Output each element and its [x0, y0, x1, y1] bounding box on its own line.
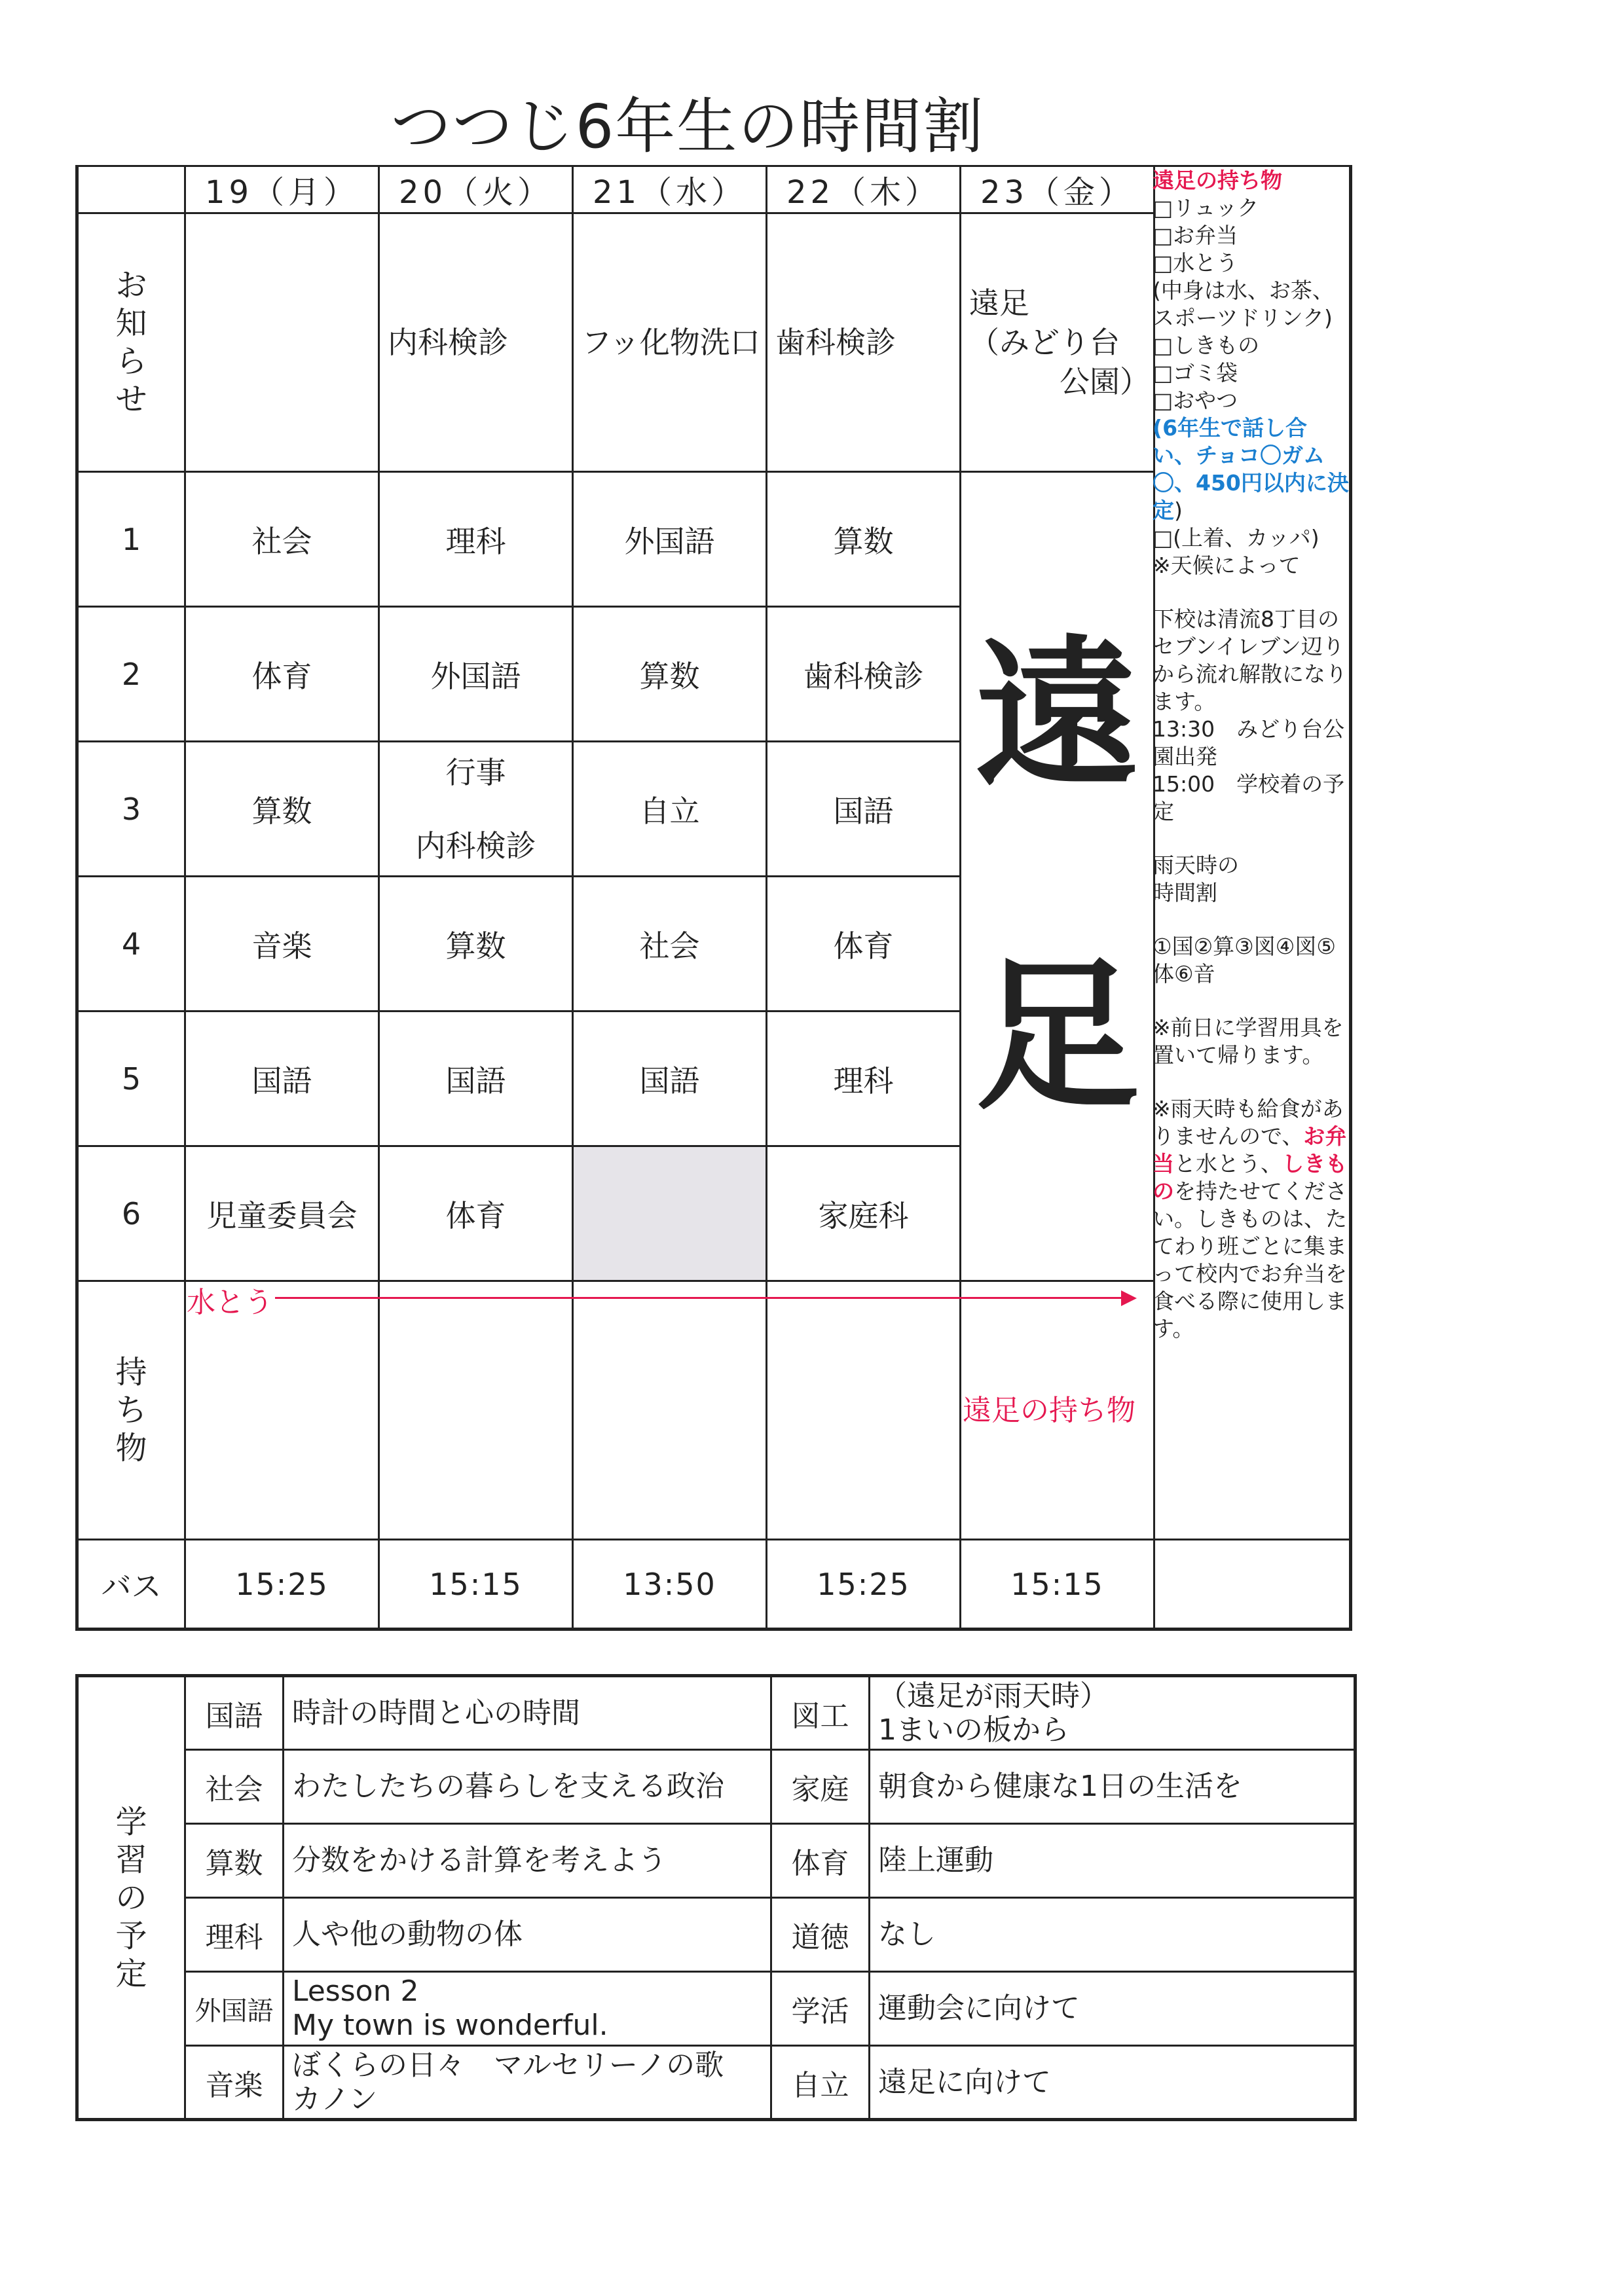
plan-subject: 社会	[185, 1750, 284, 1824]
notice-label: お知らせ	[115, 267, 147, 418]
bus-time: 15:25	[185, 1540, 379, 1630]
notice-mon	[185, 213, 379, 472]
plan-content: わたしたちの暮らしを支える政治	[284, 1750, 771, 1824]
class-cell: 算数	[573, 607, 767, 742]
belongings-label-cell	[77, 1281, 185, 1540]
memo-item: □しきもの	[1153, 333, 1260, 358]
notice-label-cell	[77, 213, 185, 472]
empty-class-cell	[573, 1146, 767, 1281]
belongings-cell	[379, 1281, 573, 1540]
friday-big-char-2: 足	[975, 941, 1139, 1132]
plan-content: 分数をかける計算を考えよう	[284, 1824, 771, 1898]
class-cell: 歯科検診	[767, 607, 961, 742]
notice-thu: 歯科検診	[767, 213, 961, 472]
plan-content: 陸上運動	[870, 1824, 1356, 1898]
notice-fri-cell	[961, 213, 1154, 472]
period-label: 6	[77, 1146, 185, 1281]
notice-tue: 内科検診	[379, 213, 573, 472]
page-title: つつじ6年生の時間割	[390, 92, 985, 162]
friday-big-char-1: 遠	[975, 620, 1139, 811]
excursion-memo	[1153, 167, 1349, 1343]
class-cell: 算数	[767, 472, 961, 607]
memo-rain-title: 雨天時の 時間割	[1153, 852, 1239, 905]
bus-time: 15:25	[767, 1540, 961, 1630]
day-header-fri: 23（金）	[961, 166, 1154, 213]
period-label: 4	[77, 877, 185, 1011]
memo-lunch-bento: お弁当	[1153, 1123, 1347, 1176]
class-cell: 国語	[573, 1011, 767, 1146]
class-cell: 国語	[379, 1011, 573, 1146]
plan-subject: 体育	[771, 1824, 870, 1898]
plan-row	[77, 1898, 1356, 1972]
memo-lunch-mid: と水とう、	[1174, 1151, 1282, 1176]
memo-item: □ゴミ袋	[1153, 360, 1238, 386]
plan-content: なし	[870, 1898, 1356, 1972]
plan-content: 遠足に向けて	[870, 2046, 1356, 2120]
belongings-arrow-line	[275, 1297, 1126, 1299]
plan-subject: 理科	[185, 1898, 284, 1972]
class-cell: 理科	[767, 1011, 961, 1146]
bus-row	[77, 1540, 1351, 1630]
class-cell: 外国語	[573, 472, 767, 607]
notice-fri: 遠足 （みどり台 公園）	[969, 285, 1150, 399]
day-header-thu: 22（木）	[767, 166, 961, 213]
class-cell: 算数	[379, 877, 573, 1011]
plan-row	[77, 2046, 1356, 2120]
memo-column-bottom	[1154, 1540, 1351, 1630]
plan-content: 時計の時間と心の時間	[284, 1676, 771, 1750]
plan-row	[77, 1824, 1356, 1898]
day-header-wed: 21（水）	[573, 166, 767, 213]
plan-label: 学習の予定	[115, 1803, 147, 1992]
class-cell: 体育	[379, 1146, 573, 1281]
plan-subject: 音楽	[185, 2046, 284, 2120]
plan-subject: 国語	[185, 1676, 284, 1750]
plan-row	[77, 1750, 1356, 1824]
friday-belongings: 遠足の持ち物	[963, 1394, 1135, 1427]
class-cell: 国語	[185, 1011, 379, 1146]
plan-content: ぼくらの日々 マルセリーノの歌 カノン	[284, 2046, 771, 2120]
memo-item: □おやつ	[1153, 388, 1238, 413]
period-label: 5	[77, 1011, 185, 1146]
memo-item: ※天候によって	[1153, 553, 1301, 578]
memo-lunch-mat: しきもの	[1153, 1151, 1347, 1204]
plan-content: 朝食から健康な1日の生活を	[870, 1750, 1356, 1824]
memo-item: □お弁当	[1153, 223, 1238, 248]
plan-subject: 道徳	[771, 1898, 870, 1972]
plan-label-cell	[77, 1676, 185, 2120]
class-cell: 外国語	[379, 607, 573, 742]
plan-subject: 家庭	[771, 1750, 870, 1824]
plan-subject: 外国語	[185, 1972, 284, 2046]
period-label: 1	[77, 472, 185, 607]
learning-plan-table	[75, 1674, 1357, 2121]
memo-item: (中身は水、お茶、スポーツドリンク)	[1153, 278, 1334, 331]
memo-lunch	[1153, 1095, 1349, 1343]
memo-item: □(上着、カッパ)	[1153, 525, 1320, 551]
bus-time: 13:50	[573, 1540, 767, 1630]
bus-label: バス	[77, 1540, 185, 1630]
plan-subject: 算数	[185, 1824, 284, 1898]
class-cell: 音楽	[185, 877, 379, 1011]
period-label: 3	[77, 742, 185, 877]
class-cell: 家庭科	[767, 1146, 961, 1281]
plan-content: Lesson 2 My town is wonderful.	[284, 1972, 771, 2046]
plan-content: 運動会に向けて	[870, 1972, 1356, 2046]
plan-subject: 学活	[771, 1972, 870, 2046]
plan-subject: 自立	[771, 2046, 870, 2120]
memo-snack-close: )	[1174, 498, 1183, 523]
class-cell: 理科	[379, 472, 573, 607]
class-cell: 児童委員会	[185, 1146, 379, 1281]
memo-snack-note	[1153, 414, 1349, 524]
plan-content: 人や他の動物の体	[284, 1898, 771, 1972]
memo-item: □水とう	[1153, 250, 1238, 276]
memo-rain-schedule: ①国②算③図④図⑤体⑥音	[1153, 934, 1336, 987]
class-cell: 体育	[185, 607, 379, 742]
plan-row	[77, 1676, 1356, 1750]
memo-item: □リュック	[1153, 195, 1259, 221]
class-cell: 社会	[573, 877, 767, 1011]
corner-cell	[77, 166, 185, 213]
plan-content: （遠足が雨天時） 1まいの板から	[870, 1676, 1356, 1750]
belongings-cell	[767, 1281, 961, 1540]
memo-lunch-pre: ※雨天時も給食がありませんので、	[1153, 1096, 1344, 1149]
memo-prep: ※前日に学習用具を置いて帰ります。	[1153, 1015, 1344, 1068]
class-cell: 自立	[573, 742, 767, 877]
class-cell: 行事 内科検診	[379, 742, 573, 877]
arrow-right-icon	[1121, 1290, 1137, 1306]
bus-time: 15:15	[379, 1540, 573, 1630]
belongings-label: 持ち物	[115, 1354, 147, 1467]
bus-time: 15:15	[961, 1540, 1154, 1630]
memo-dismissal: 下校は清流8丁目のセブンイレブン辺りから流れ解散になります。 13:30 みどり台公園出発 15:00 学校着の予定	[1153, 606, 1347, 824]
class-cell: 国語	[767, 742, 961, 877]
day-header-mon: 19（月）	[185, 166, 379, 213]
class-cell: 体育	[767, 877, 961, 1011]
belongings-cell	[573, 1281, 767, 1540]
memo-lunch-post: を持たせてください。しきものは、たてわり班ごとに集まって校内でお弁当を食べる際に使用します。	[1153, 1178, 1347, 1341]
friday-excursion-cell	[961, 472, 1154, 1281]
plan-subject: 図工	[771, 1676, 870, 1750]
memo-snack-text: (6年生で話し合い、チョコ〇ガム〇、450円以内に決定	[1153, 415, 1349, 523]
class-cell: 算数	[185, 742, 379, 877]
plan-row	[77, 1972, 1356, 2046]
period-label: 2	[77, 607, 185, 742]
day-header-tue: 20（火）	[379, 166, 573, 213]
memo-heading: 遠足の持ち物	[1153, 168, 1282, 193]
notice-wed: フッ化物洗口	[573, 213, 767, 472]
belongings-arrow-label: 水とう	[187, 1286, 273, 1319]
class-cell: 社会	[185, 472, 379, 607]
